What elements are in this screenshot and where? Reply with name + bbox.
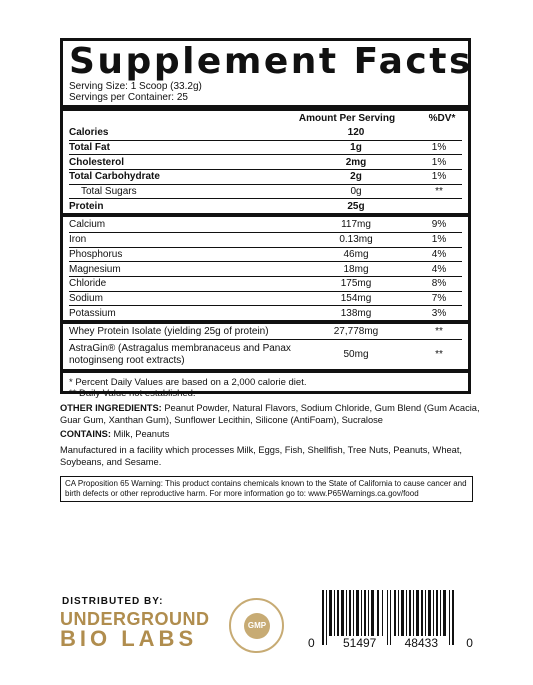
nutrient-name: Sodium [69,292,103,304]
nutrient-dv: 7% [431,292,447,304]
nutrient-dv: ** [435,348,443,360]
footnotes [69,373,462,399]
contains-label: CONTAINS: [60,429,111,439]
brand-line-2: BIO LABS [60,626,198,651]
nutrient-dv: 4% [431,263,447,275]
macro-rows [69,125,462,213]
mineral-rows [69,217,462,320]
table-row [69,291,462,306]
nutrient-name: Calcium [69,218,106,230]
nutrient-amount: 138mg [340,307,372,319]
other-ingredients-label: OTHER INGREDIENTS: [60,403,162,413]
nutrient-dv: 1% [431,171,447,183]
nutrient-amount: 2g [350,171,362,183]
nutrient-name: Potassium [69,307,116,319]
barcode-digit: 48433 [404,636,438,650]
nutrient-amount: 18mg [343,263,369,275]
table-row [69,198,462,213]
nutrient-name: Cholesterol [69,156,125,168]
nutrient-dv: 1% [431,142,447,154]
nutrient-name: Magnesium [69,263,121,275]
nutrient-amount: 0g [350,186,362,198]
nutrient-amount: 50mg [343,348,369,360]
nutrient-amount: 25g [347,200,365,212]
table-row [69,169,462,184]
facility-statement: Manufactured in a facility which processes Milk, Eggs, Fish, Shellfish, Tree Nuts, Peanuts, Wheat, Soybeans, and Sesame. [60,445,463,467]
nutrient-name: Chloride [69,278,107,290]
footnote-daily-values: * Percent Daily Values are based on a 2,000 calorie diet. [69,376,307,388]
nutrient-amount: 120 [347,126,365,138]
nutrient-name: Total Sugars [81,186,137,198]
barcode-digit: 0 [466,636,473,650]
nutrient-amount: 46mg [343,248,369,260]
other-ingredients [60,402,480,426]
table-row [69,217,462,232]
nutrient-name: Total Fat [69,142,110,154]
contains-text: Milk, Peanuts [110,429,170,439]
table-row [69,305,462,320]
nutrient-dv: 8% [431,278,447,290]
table-row [69,140,462,155]
table-header [69,111,462,125]
nutrient-name: Total Carbohydrate [69,171,160,183]
nutrient-dv: 1% [431,234,447,246]
table-row [69,125,462,140]
table-row [69,184,462,199]
footnote-not-established: ** Daily Value not established. [69,387,196,399]
nutrient-amount: 117mg [341,218,371,230]
table-row [69,324,462,339]
nutrient-dv: ** [435,325,443,337]
nutrient-dv: 3% [431,307,447,319]
nutrient-amount: 27,778mg [333,325,379,337]
panel-title: Supplement Facts [69,41,473,82]
nutrient-dv: ** [435,186,443,198]
nutrient-amount: 2mg [345,156,367,168]
nutrient-amount: 0.13mg [339,234,373,246]
nutrient-name: Iron [69,234,87,246]
other-ingredients-text: Peanut Powder, Natural Flavors, Sodium Chloride, Gum Blend (Gum Acacia, Guar Gum, Xanthan Gum), Sunflower Lecithin, Silicone (AntiFoam), Sucralose [60,403,480,425]
dv-header: %DV* [428,112,456,124]
distributed-by: DISTRIBUTED BY: [62,596,164,607]
brand-logo [60,610,210,650]
nutrient-name: Whey Protein Isolate (yielding 25g of protein) [69,326,269,338]
table-row [69,154,462,169]
nutrient-name: Phosphorus [69,248,123,260]
table-row [69,276,462,291]
table-row [69,261,462,276]
table-row [69,232,462,247]
gmp-seal-label: GMP [244,613,270,639]
contains [60,428,480,440]
nutrient-dv: 1% [431,156,447,168]
barcode-digit: 0 [308,636,315,650]
amount-header: Amount Per Serving [298,112,396,124]
table-row [69,247,462,262]
nutrient-amount: 175mg [340,278,372,290]
table-row [69,339,462,369]
nutrient-dv: 9% [431,218,447,230]
nutrient-amount: 1g [350,142,362,154]
nutrient-dv: 4% [431,248,447,260]
nutrient-amount: 154mg [340,292,372,304]
nutrient-name: Protein [69,200,104,212]
barcode-digit: 51497 [342,636,377,650]
gmp-seal-icon [229,598,284,653]
prop65-warning: CA Proposition 65 Warning: This product contains chemicals known to the State of California to cause cancer and birth defects or other reproductive harm. For more information go to: www.P65Warnings.ca.gov/food [60,476,473,502]
barcode-digits [308,636,473,650]
brand-line-1: UNDERGROUND [60,609,210,629]
servings-per-container: Servings per Container: 25 [69,92,188,103]
nutrient-name: AstraGin® (Astragalus membranaceus and Panax notoginseng root extracts) [69,343,291,367]
serving-size: Serving Size: 1 Scoop (33.2g) [69,81,202,92]
nutrient-name: Calories [69,126,109,138]
supplement-facts-panel [60,38,473,399]
